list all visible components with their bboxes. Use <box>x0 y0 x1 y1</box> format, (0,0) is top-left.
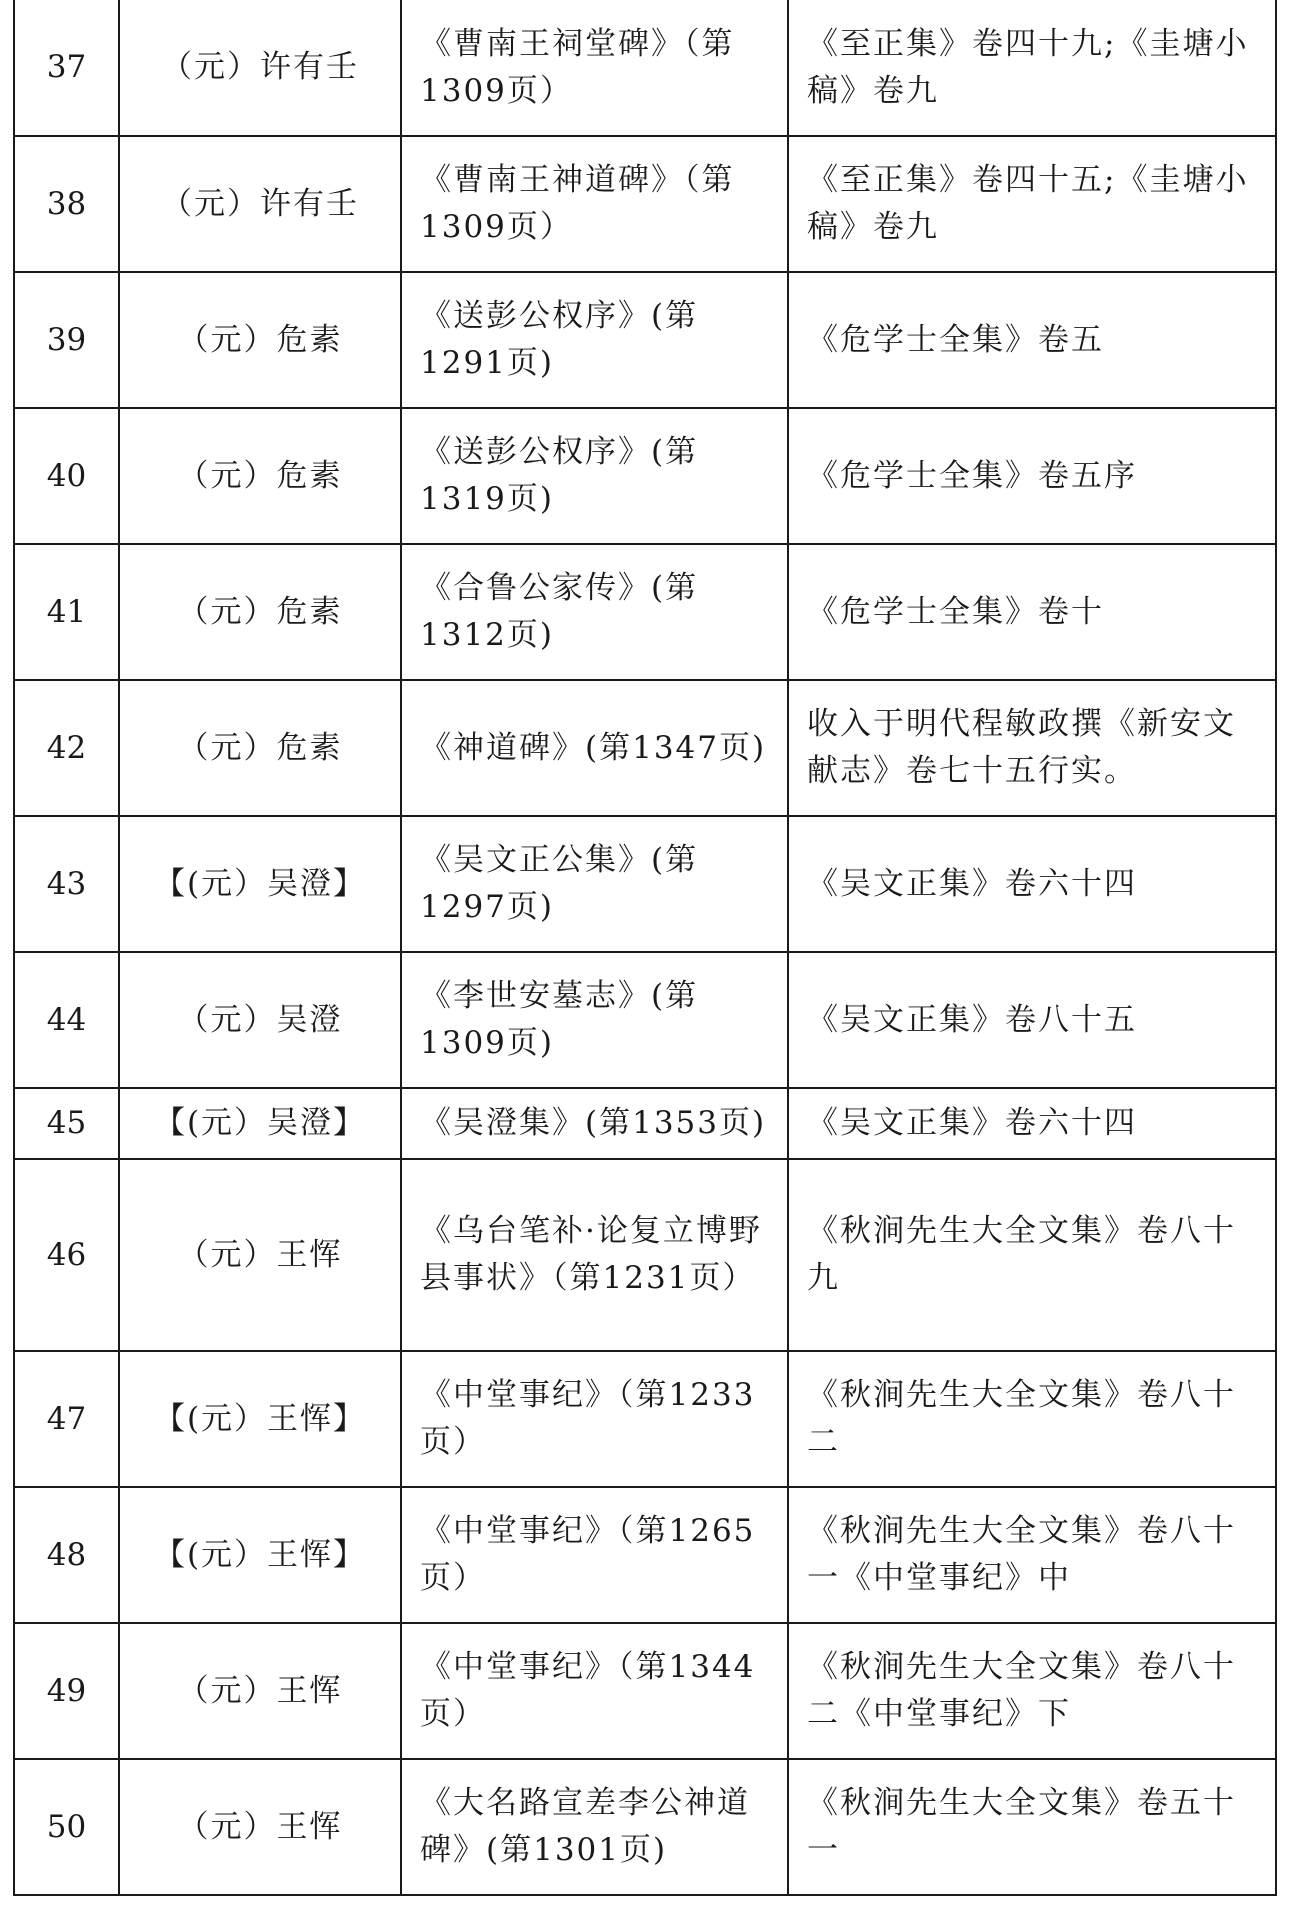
author-cell: （元）危素 <box>119 408 401 544</box>
work-cell: 《曹南王祠堂碑》（第1309页） <box>401 0 788 136</box>
author-cell: 【(元）吴澄】 <box>119 1088 401 1159</box>
table-row <box>14 1487 1276 1623</box>
row-number: 38 <box>14 136 119 272</box>
work-cell: 《乌台笔补·论复立博野县事状》（第1231页） <box>401 1159 788 1351</box>
source-cell: 《危学士全集》卷五 <box>788 272 1276 408</box>
row-number: 42 <box>14 680 119 816</box>
source-cell: 《至正集》卷四十五;《圭塘小稿》卷九 <box>788 136 1276 272</box>
table-row <box>14 0 1276 136</box>
work-cell: 《吴澄集》(第1353页) <box>401 1088 788 1159</box>
source-cell: 《危学士全集》卷五序 <box>788 408 1276 544</box>
citation-table <box>13 0 1277 1896</box>
source-cell: 《吴文正集》卷八十五 <box>788 952 1276 1088</box>
table-row <box>14 272 1276 408</box>
table-row <box>14 1623 1276 1759</box>
work-cell: 《中堂事纪》（第1233页） <box>401 1351 788 1487</box>
work-cell: 《合鲁公家传》(第1312页) <box>401 544 788 680</box>
author-cell: 【(元）王恽】 <box>119 1487 401 1623</box>
work-cell: 《送彭公权序》(第1291页) <box>401 272 788 408</box>
table-row <box>14 680 1276 816</box>
work-cell: 《吴文正公集》(第1297页) <box>401 816 788 952</box>
source-cell: 《秋涧先生大全文集》卷八十二《中堂事纪》下 <box>788 1623 1276 1759</box>
table-row <box>14 1088 1276 1159</box>
row-number: 41 <box>14 544 119 680</box>
work-cell: 《大名路宣差李公神道碑》(第1301页) <box>401 1759 788 1895</box>
row-number: 44 <box>14 952 119 1088</box>
source-cell: 收入于明代程敏政撰《新安文献志》卷七十五行实。 <box>788 680 1276 816</box>
work-cell: 《中堂事纪》（第1344页） <box>401 1623 788 1759</box>
table-row <box>14 952 1276 1088</box>
row-number: 47 <box>14 1351 119 1487</box>
table-row <box>14 136 1276 272</box>
work-cell: 《送彭公权序》(第1319页) <box>401 408 788 544</box>
table-row <box>14 1351 1276 1487</box>
row-number: 43 <box>14 816 119 952</box>
author-cell: （元）王恽 <box>119 1159 401 1351</box>
source-cell: 《吴文正集》卷六十四 <box>788 1088 1276 1159</box>
source-cell: 《至正集》卷四十九;《圭塘小稿》卷九 <box>788 0 1276 136</box>
table-row <box>14 1159 1276 1351</box>
row-number: 46 <box>14 1159 119 1351</box>
row-number: 45 <box>14 1088 119 1159</box>
source-cell: 《吴文正集》卷六十四 <box>788 816 1276 952</box>
row-number: 39 <box>14 272 119 408</box>
author-cell: （元）危素 <box>119 272 401 408</box>
source-cell: 《秋涧先生大全文集》卷八十一《中堂事纪》中 <box>788 1487 1276 1623</box>
author-cell: （元）王恽 <box>119 1623 401 1759</box>
work-cell: 《中堂事纪》（第1265页） <box>401 1487 788 1623</box>
author-cell: （元）吴澄 <box>119 952 401 1088</box>
author-cell: （元）许有壬 <box>119 136 401 272</box>
author-cell: 【(元）王恽】 <box>119 1351 401 1487</box>
row-number: 37 <box>14 0 119 136</box>
author-cell: （元）危素 <box>119 544 401 680</box>
source-cell: 《危学士全集》卷十 <box>788 544 1276 680</box>
table-row <box>14 816 1276 952</box>
table-row <box>14 408 1276 544</box>
row-number: 40 <box>14 408 119 544</box>
table-row <box>14 1759 1276 1895</box>
row-number: 49 <box>14 1623 119 1759</box>
work-cell: 《神道碑》(第1347页) <box>401 680 788 816</box>
author-cell: （元）王恽 <box>119 1759 401 1895</box>
source-cell: 《秋涧先生大全文集》卷五十一 <box>788 1759 1276 1895</box>
source-cell: 《秋涧先生大全文集》卷八十二 <box>788 1351 1276 1487</box>
author-cell: 【(元）吴澄】 <box>119 816 401 952</box>
work-cell: 《曹南王神道碑》（第1309页） <box>401 136 788 272</box>
table-row <box>14 544 1276 680</box>
row-number: 50 <box>14 1759 119 1895</box>
source-cell: 《秋涧先生大全文集》卷八十九 <box>788 1159 1276 1351</box>
work-cell: 《李世安墓志》(第1309页) <box>401 952 788 1088</box>
row-number: 48 <box>14 1487 119 1623</box>
author-cell: （元）危素 <box>119 680 401 816</box>
author-cell: （元）许有壬 <box>119 0 401 136</box>
